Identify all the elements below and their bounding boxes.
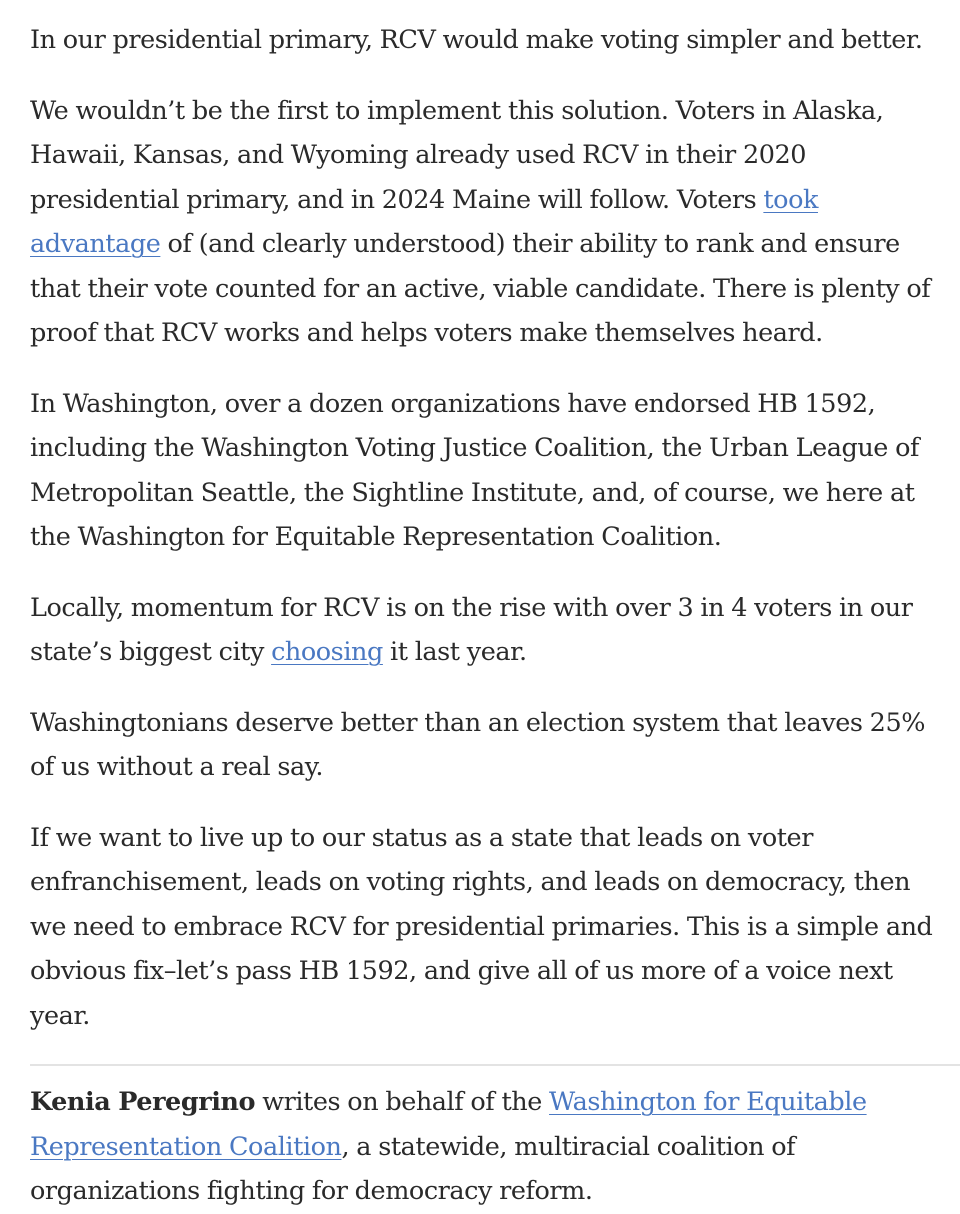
author-divider — [30, 1064, 960, 1066]
paragraph-2-text-before: We wouldn’t be the first to implement this solution. Voters in Alaska, Hawaii, Kansas, and Wyoming already used RCV in their 2020 presidential primary, and in 2024 Maine will follow. Voters — [30, 95, 884, 215]
paragraph-2 — [30, 89, 934, 356]
paragraph-5: Washingtonians deserve better than an election system that leaves 25% of us without a real say. — [30, 707, 926, 782]
coalition-link[interactable]: Washington for Equitable Representation Coalition — [30, 1087, 867, 1162]
author-bio-text-after: , a statewide, multiracial coalition of organizations fighting for democracy reform. — [30, 1131, 796, 1206]
paragraph-4-text-after: it last year. — [382, 637, 527, 667]
paragraph-1: In our presidential primary, RCV would make voting simpler and better. — [30, 25, 923, 55]
paragraph-3: In Washington, over a dozen organizations have endorsed HB 1592, including the Washington Voting Justice Coalition, the Urban League of Metropolitan Seattle, the Sightline Institute, and, of course, we here at the Washington for Equitable Representation Coalition. — [30, 388, 919, 552]
author-bio-text-before: writes on behalf of the — [255, 1087, 550, 1117]
took-advantage-link[interactable]: took advantage — [30, 184, 818, 259]
choosing-link[interactable]: choosing — [271, 637, 383, 667]
paragraph-4 — [30, 586, 934, 675]
author-bio — [30, 1080, 934, 1214]
author-name: Kenia Peregrino — [30, 1087, 256, 1117]
paragraph-2-text-after: of (and clearly understood) their ability to rank and ensure that their vote counted for an active, viable candidate. There is plenty of proof that RCV works and helps voters make themselves heard. — [30, 229, 931, 348]
paragraph-4-text-before: Locally, momentum for RCV is on the rise with over 3 in 4 voters in our state’s biggest city — [30, 592, 913, 667]
paragraph-6: If we want to live up to our status as a state that leads on voter enfranchisement, leads on voting rights, and leads on democracy, then we need to embrace RCV for presidential primaries. This is a simple and obvious fix–let’s pass HB 1592, and give all of us more of a voice next year. — [30, 822, 933, 1031]
